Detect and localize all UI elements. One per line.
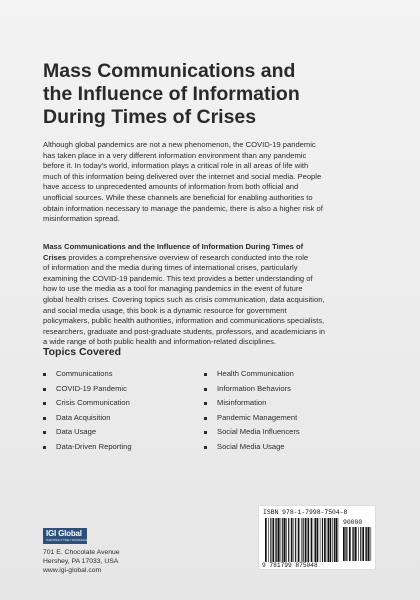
barcode-bar xyxy=(327,518,328,562)
bullet-icon xyxy=(43,446,46,449)
paragraph-line: obtain information necessary to manage the pandemic, there is also a higher risk of xyxy=(43,203,323,213)
topic-item xyxy=(204,396,300,411)
topic-label: Data Usage xyxy=(56,427,97,436)
ean-barcode-bars xyxy=(265,518,339,562)
address-line: Hershey, PA 17033, USA xyxy=(43,558,119,565)
barcode-bar xyxy=(349,527,351,561)
address-line: 701 E. Chocolate Avenue xyxy=(43,549,120,556)
paragraph-line xyxy=(43,253,385,264)
barcode-bar xyxy=(278,518,280,562)
bullet-icon xyxy=(43,417,46,420)
barcode-bar xyxy=(371,527,372,561)
barcode-bar xyxy=(314,518,315,562)
barcode-bar xyxy=(305,518,307,562)
barcode-bar xyxy=(332,518,333,562)
barcode-bar xyxy=(320,518,321,562)
barcode-bar xyxy=(355,527,357,561)
book-title xyxy=(43,60,383,129)
barcode-bar xyxy=(294,518,295,562)
topic-item xyxy=(43,440,132,455)
price-code: 90000 xyxy=(343,519,363,526)
barcode-bar xyxy=(334,518,335,562)
topic-item xyxy=(43,367,132,382)
bullet-icon xyxy=(43,373,46,376)
bullet-icon xyxy=(204,417,207,420)
barcode-bar xyxy=(330,518,332,562)
topic-item xyxy=(43,425,132,440)
paragraph-line: misinformation spread. xyxy=(43,214,120,224)
barcode-bar xyxy=(291,518,293,562)
publisher-address xyxy=(43,548,120,575)
topic-label: Crisis Communication xyxy=(56,398,130,407)
paragraph-line: Although global pandemics are not a new phenomenon, the COVID-19 pandemic xyxy=(43,140,316,149)
bullet-icon xyxy=(204,446,207,449)
book-title-inline: Mass Communications and the Influence of Information During Times of xyxy=(43,242,304,251)
bullet-icon xyxy=(204,388,207,391)
paragraph-line: much of this information being delivered over the internet and social media. People xyxy=(43,171,322,181)
barcode-bar xyxy=(298,518,300,562)
topic-label: Social Media Usage xyxy=(217,441,285,451)
topics-list-right xyxy=(204,367,300,454)
barcode-bar xyxy=(358,527,359,561)
barcode-bar xyxy=(275,518,276,562)
addon-barcode-bars xyxy=(343,527,373,561)
barcode-bar xyxy=(328,518,329,562)
paragraph-line: before it. In today's world, information plays a critical role in all areas of life with xyxy=(43,161,309,171)
topic-label: Pandemic Management xyxy=(217,412,298,422)
barcode-bar xyxy=(335,518,337,562)
bullet-icon xyxy=(204,431,207,434)
ean-digits: 9 781799 875048 xyxy=(262,562,318,569)
barcode-bar xyxy=(270,518,271,562)
barcode-bar xyxy=(322,518,323,562)
topic-label: Social Media Influencers xyxy=(217,427,300,436)
barcode-bar xyxy=(303,518,304,562)
barcode-bar xyxy=(276,518,277,562)
paragraph-line: global health crises. Covering topics such as crisis communication, data acquisition, xyxy=(43,294,325,304)
barcode-bar xyxy=(307,518,308,562)
topics-list-left xyxy=(43,367,132,454)
barcode-bar xyxy=(286,518,287,562)
barcode-bar xyxy=(366,527,367,561)
topic-item xyxy=(204,367,300,382)
topic-label: Information Behaviors xyxy=(217,383,291,393)
barcode-bar xyxy=(317,518,319,562)
barcode-bar xyxy=(295,518,296,562)
book-title-inline: Crises xyxy=(43,252,67,262)
paragraph-line: have access to unprecedented amounts of information from both official and xyxy=(43,182,299,192)
paragraph-line: a wide range of both public health and information-related disciplines. xyxy=(43,337,277,347)
barcode-bar xyxy=(346,527,347,561)
topic-item xyxy=(204,425,300,440)
topic-item xyxy=(43,396,132,411)
title-line: Mass Communications and xyxy=(43,60,296,82)
paragraph-line: examining the COVID-19 pandemic. This text provides a better understanding of xyxy=(43,273,313,283)
barcode-bar xyxy=(281,518,282,562)
barcode-bar xyxy=(301,518,302,562)
barcode-bar xyxy=(345,527,346,561)
title-line: During Times of Crises xyxy=(43,106,257,128)
barcode-bar xyxy=(353,527,354,561)
isbn-label: ISBN 978-1-7998-7504-8 xyxy=(263,509,348,516)
topic-item xyxy=(204,440,300,455)
barcode-bar xyxy=(324,518,326,562)
topic-item xyxy=(43,382,132,397)
barcode-bar xyxy=(338,518,339,562)
paragraph-line: has taken place in a very different information environment than any pandemic xyxy=(43,150,307,160)
bullet-icon xyxy=(43,431,46,434)
paragraph-line: researchers, graduate and post-graduate students, professors, and academicians in xyxy=(43,326,325,336)
paragraph-line: policymakers, public health authorities, information and communications specialists, xyxy=(43,316,325,326)
topic-item xyxy=(204,382,300,397)
barcode-bar xyxy=(352,527,353,561)
topics-heading: Topics Covered xyxy=(43,346,121,358)
bullet-icon xyxy=(43,388,46,391)
bullet-icon xyxy=(204,373,207,376)
topic-item xyxy=(204,411,300,426)
website-link: www.igi-global.com xyxy=(43,567,102,574)
topic-label: Communications xyxy=(56,369,113,378)
paragraph-line: how to use the media as a tool for managing pandemics in the event of future xyxy=(43,284,303,294)
barcode-bar xyxy=(265,518,267,562)
isbn-barcode xyxy=(258,505,376,570)
intro-paragraph xyxy=(43,140,385,225)
barcode-bar xyxy=(315,518,316,562)
barcode-bar xyxy=(288,518,289,562)
barcode-bar xyxy=(282,518,283,562)
bullet-icon xyxy=(43,402,46,405)
barcode-bar xyxy=(368,527,370,561)
barcode-bar xyxy=(272,518,274,562)
bullet-icon xyxy=(204,402,207,405)
barcode-bar xyxy=(284,518,286,562)
barcode-bar xyxy=(362,527,364,561)
description-paragraph xyxy=(43,242,385,348)
barcode-bar xyxy=(268,518,269,562)
barcode-bar xyxy=(343,527,345,561)
paragraph-line: unofficial sources. While these channels are beneficial for enabling authorities to xyxy=(43,192,313,202)
topic-label: Health Communication xyxy=(217,369,294,378)
paragraph-line xyxy=(43,242,385,253)
publisher-logo xyxy=(43,528,87,544)
paragraph-line: and social media usage, this book is a dynamic resource for government xyxy=(43,305,287,315)
logo-brand: IGI Global xyxy=(46,529,82,538)
paragraph-text: provides a comprehensive overview of research conducted into the role xyxy=(66,252,309,262)
topic-label: Data-Driven Reporting xyxy=(56,441,132,451)
topic-label: Data Acquisition xyxy=(56,412,111,422)
paragraph-line: of information and the media during times of international crises, particularly xyxy=(43,263,298,273)
topic-label: Misinformation xyxy=(217,398,267,407)
topic-item xyxy=(43,411,132,426)
logo-tagline: PUBLISHER of TIMELY KNOWLEDGE xyxy=(46,538,88,542)
barcode-bar xyxy=(365,527,366,561)
barcode-bar xyxy=(308,518,309,562)
barcode-bar xyxy=(311,518,313,562)
title-line: the Influence of Information xyxy=(43,83,300,105)
barcode-bar xyxy=(360,527,361,561)
topic-label: COVID-19 Pandemic xyxy=(56,383,127,393)
